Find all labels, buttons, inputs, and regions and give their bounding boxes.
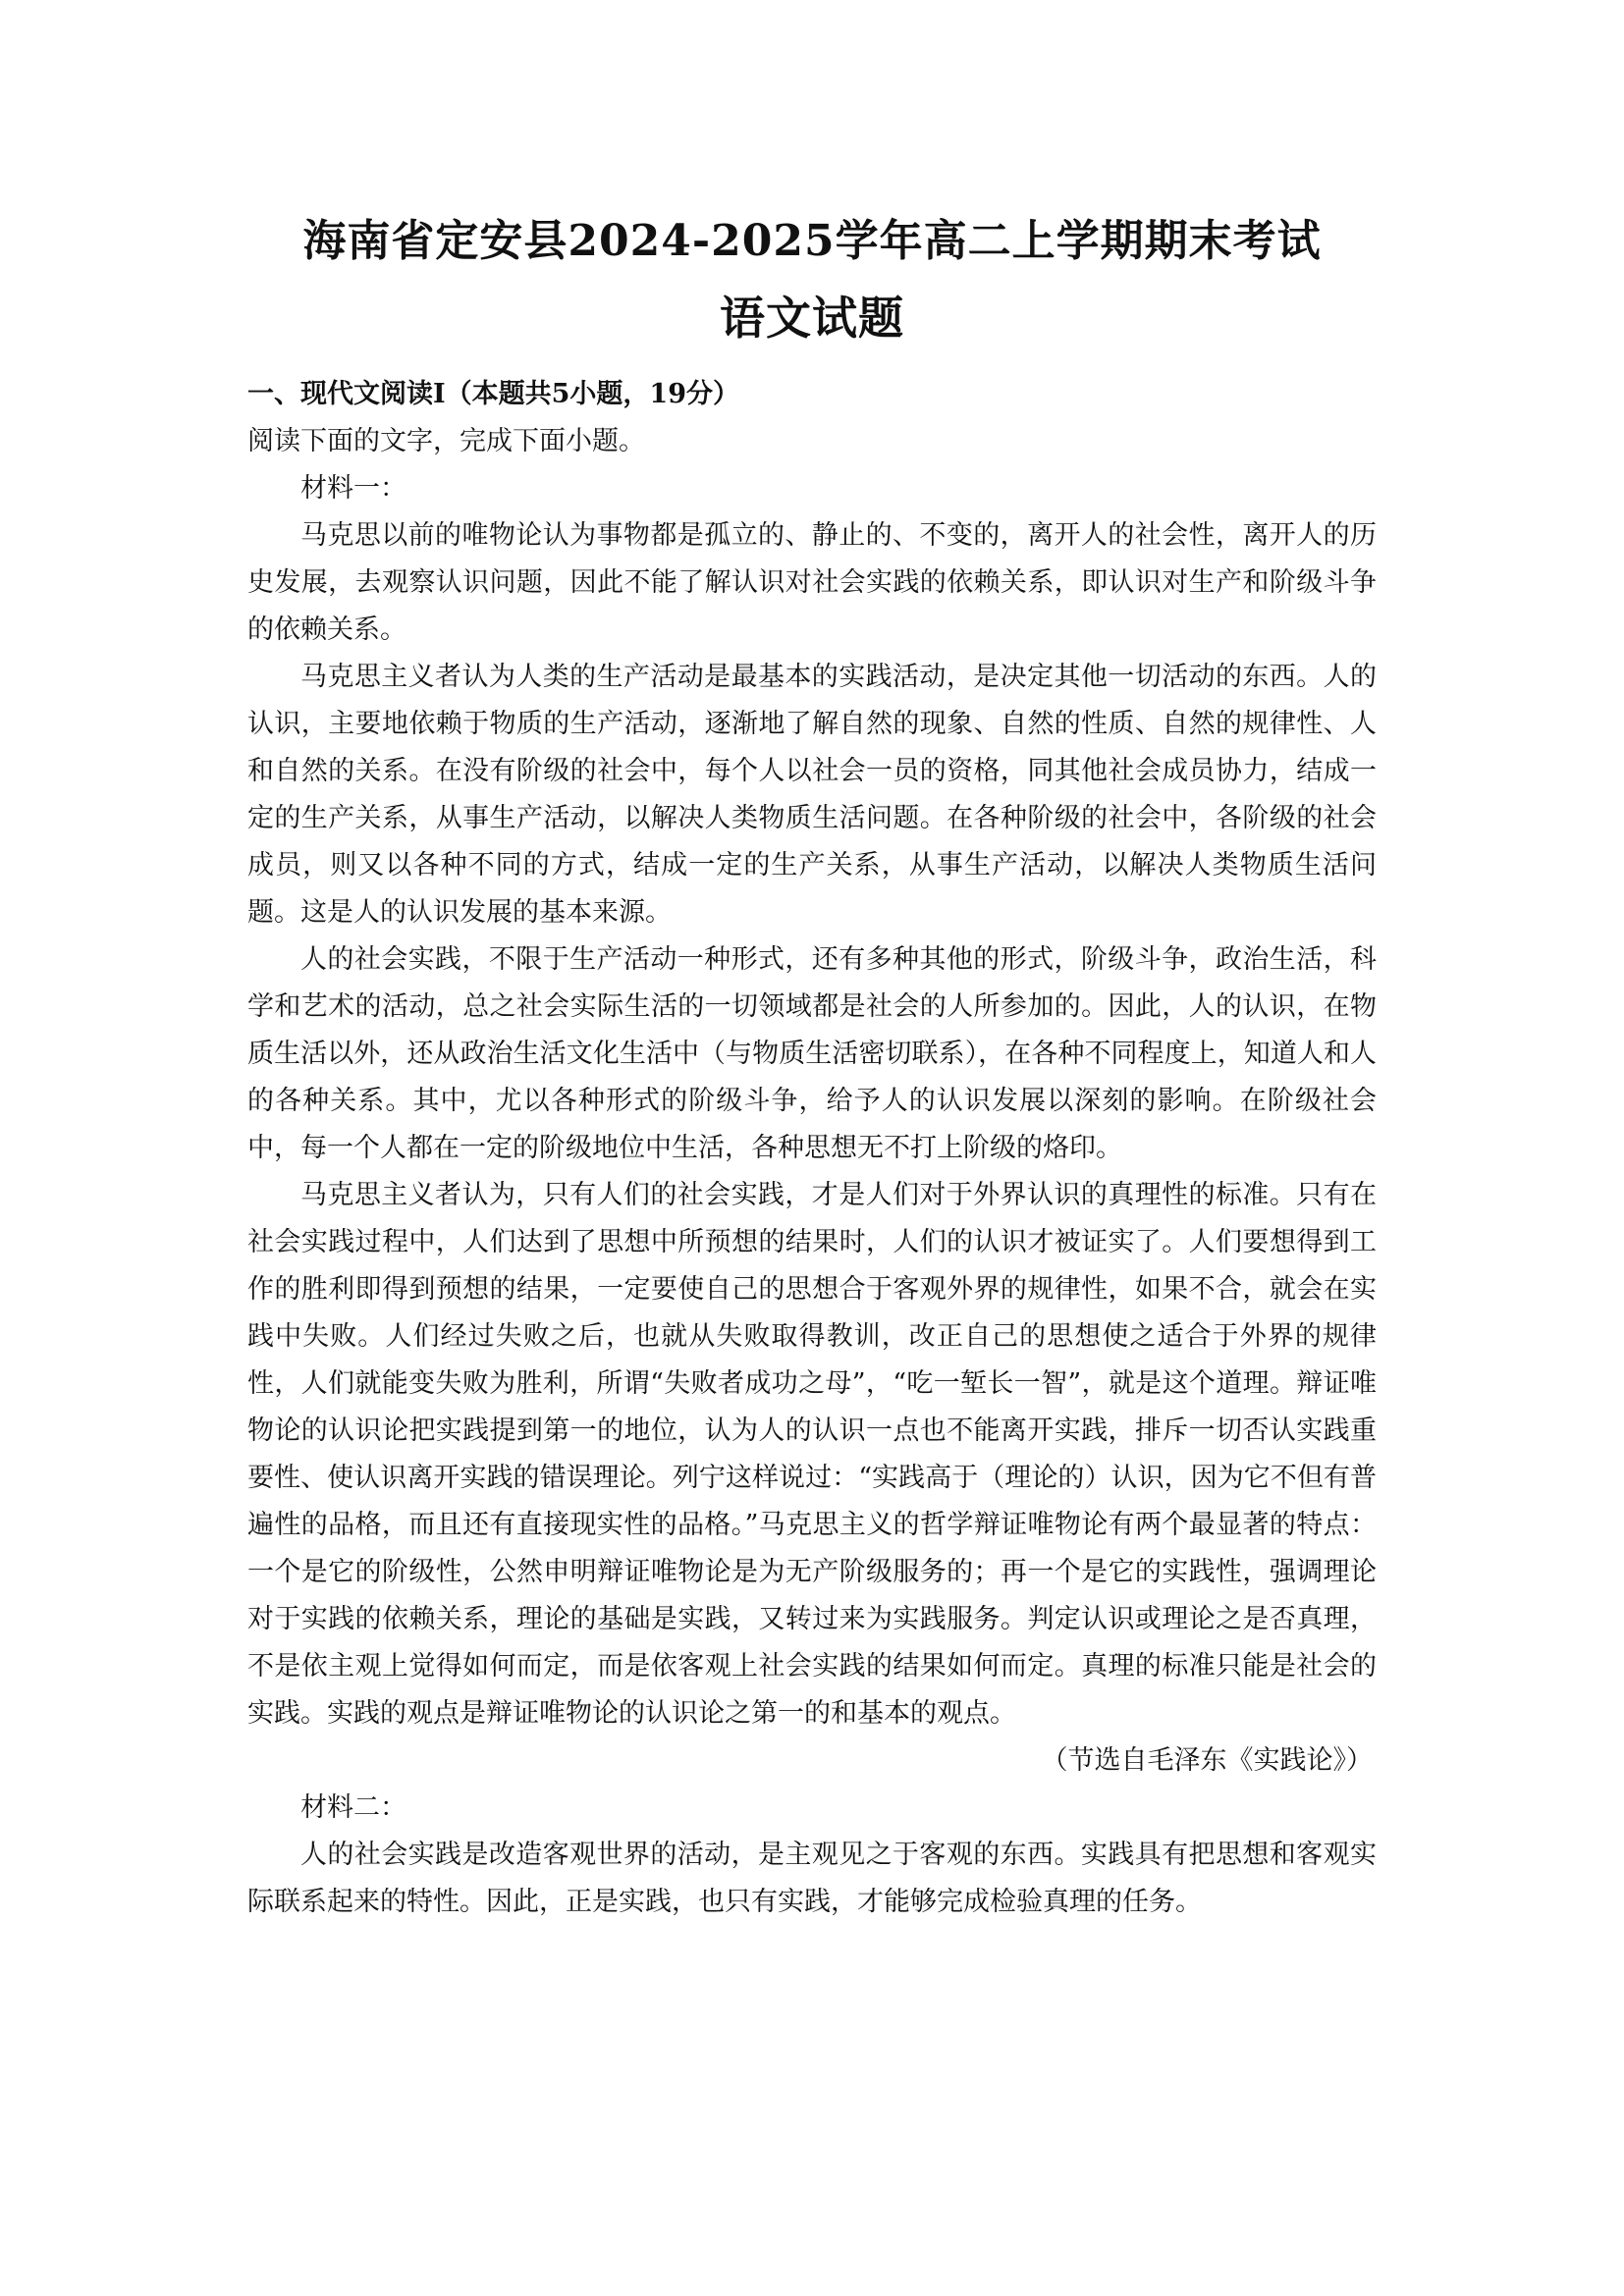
section-heading: 一、现代文阅读Ⅰ（本题共5小题，19分）: [247, 379, 739, 409]
material-1-paragraph: 马克思以前的唯物论认为事物都是孤立的、静止的、不变的，离开人的社会性，离开人的历史发展，去观察认识问题，因此不能了解认识对社会实践的依赖关系，即认识对生产和阶级斗争的依赖关系。: [247, 520, 1377, 645]
material-2-label: 材料二：: [300, 1792, 406, 1823]
reading-instruction: 阅读下面的文字，完成下面小题。: [247, 426, 645, 456]
material-2-paragraph: 人的社会实践是改造客观世界的活动，是主观见之于客观的东西。实践具有把思想和客观实际联系起来的特性。因此，正是实践，也只有实践，才能够完成检验真理的任务。: [247, 1840, 1377, 1917]
exam-content: [247, 371, 1377, 1926]
material-1-source: （节选自毛泽东《实践论》）: [1041, 1745, 1373, 1776]
material-1-paragraph: 人的社会实践，不限于生产活动一种形式，还有多种其他的形式，阶级斗争，政治生活，科学和艺术的活动，总之社会实际生活的一切领域都是社会的人所参加的。因此，人的认识，在物质生活以外，还从政治生活文化生活中（与物质生活密切联系），在各种不同程度上，知道人和人的各种关系。其中，尤以各种形式的阶级斗争，给予人的认识发展以深刻的影响。在阶级社会中，每一个人都在一定的阶级地位中生活，各种思想无不打上阶级的烙印。: [247, 944, 1377, 1163]
material-1-paragraph: 马克思主义者认为人类的生产活动是最基本的实践活动，是决定其他一切活动的东西。人的认识，主要地依赖于物质的生产活动，逐渐地了解自然的现象、自然的性质、自然的规律性、人和自然的关系。在没有阶级的社会中，每个人以社会一员的资格，同其他社会成员协力，结成一定的生产关系，从事生产活动，以解决人类物质生活问题。在各种阶级的社会中，各阶级的社会成员，则又以各种不同的方式，结成一定的生产关系，从事生产活动，以解决人类物质生活问题。这是人的认识发展的基本来源。: [247, 662, 1377, 928]
exam-title: 海南省定安县2024-2025学年高二上学期期末考试: [302, 216, 1322, 266]
material-1-paragraph: 马克思主义者认为，只有人们的社会实践，才是人们对于外界认识的真理性的标准。只有在社会实践过程中，人们达到了思想中所预想的结果时，人们的认识才被证实了。人们要想得到工作的胜利即得到预想的结果，一定要使自己的思想合于客观外界的规律性，如果不合，就会在实践中失败。人们经过失败之后，也就从失败取得教训，改正自己的思想使之适合于外界的规律性，人们就能变失败为胜利，所谓“失败者成功之母”，“吃一堑长一智”，就是这个道理。辩证唯物论的认识论把实践提到第一的地位，认为人的认识一点也不能离开实践，排斥一切否认实践重要性、使认识离开实践的错误理论。列宁这样说过：“实践高于（理论的）认识，因为它不但有普遍性的品格，而且还有直接现实性的品格。”马克思主义的哲学辩证唯物论有两个最显著的特点：一个是它的阶级性，公然申明辩证唯物论是为无产阶级服务的；再一个是它的实践性，强调理论对于实践的依赖关系，理论的基础是实践，又转过来为实践服务。判定认识或理论之是否真理，不是依主观上觉得如何而定，而是依客观上社会实践的结果如何而定。真理的标准只能是社会的实践。实践的观点是辩证唯物论的认识论之第一的和基本的观点。: [247, 1180, 1377, 1729]
material-1-label: 材料一：: [300, 473, 406, 504]
exam-subtitle: 语文试题: [720, 292, 904, 345]
